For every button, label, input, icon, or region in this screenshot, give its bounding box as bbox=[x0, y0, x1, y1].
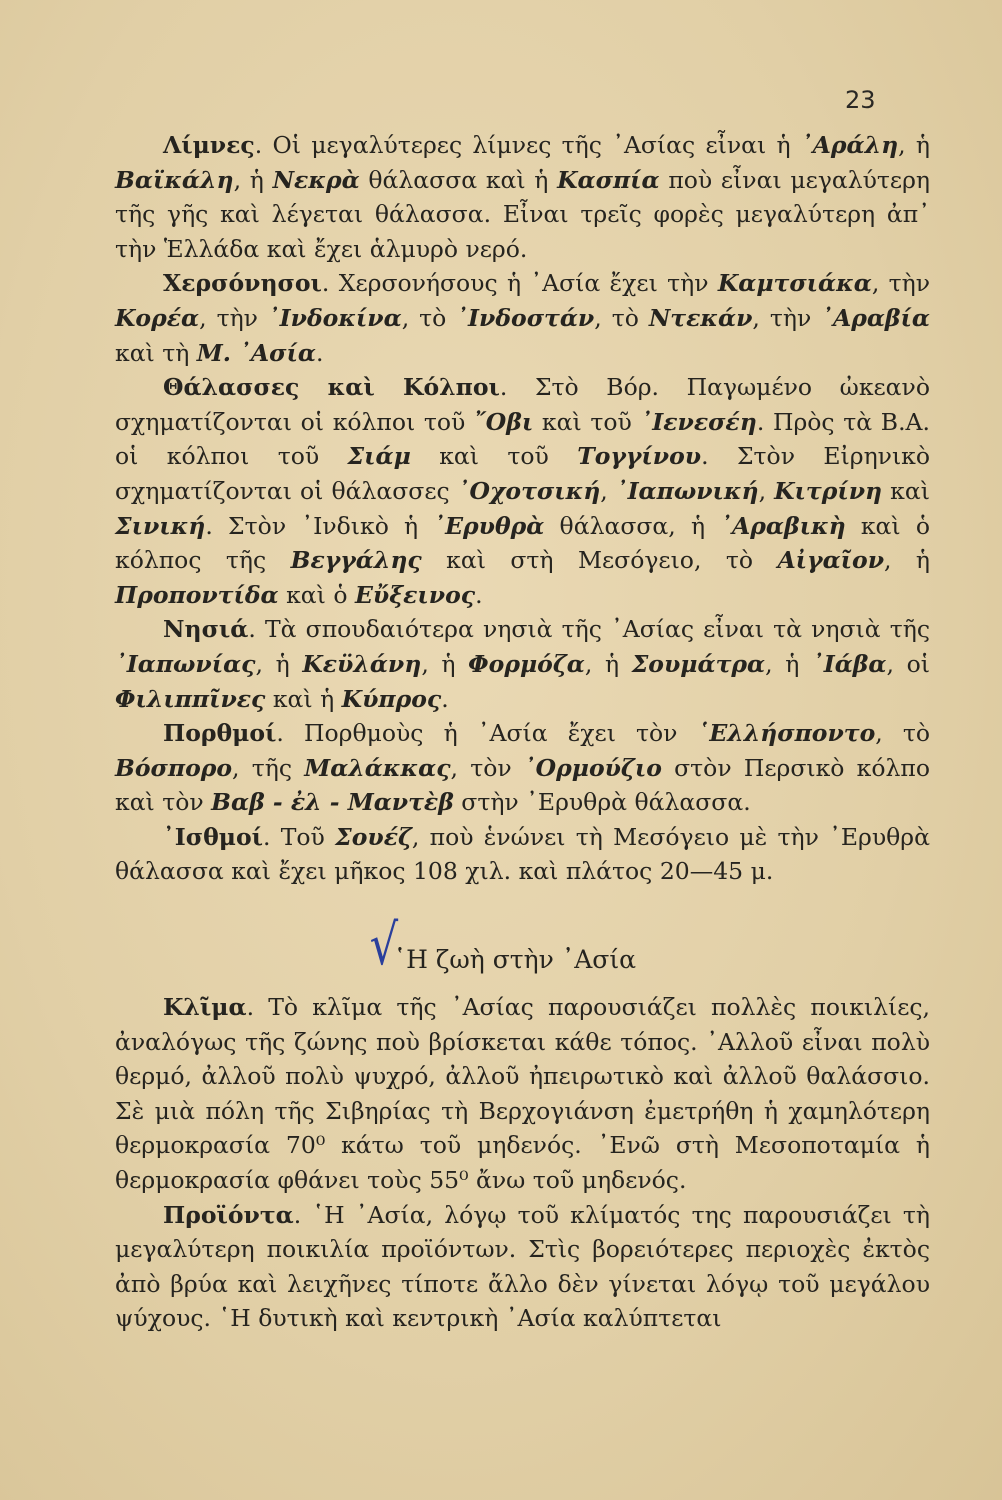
paragraph-text: , τὸ bbox=[875, 719, 930, 748]
paragraph bbox=[115, 266, 930, 370]
place-name: Σουμάτρα bbox=[631, 649, 766, 678]
place-name: Νεκρὰ bbox=[272, 165, 360, 194]
paragraph-text: , ἡ bbox=[421, 649, 469, 678]
place-name: Προποντίδα bbox=[115, 580, 279, 609]
place-name: Βεγγάλης bbox=[290, 546, 422, 575]
paragraph-text: καὶ τοῦ bbox=[410, 442, 578, 471]
paragraph bbox=[115, 1198, 930, 1336]
place-name: ᾿Αραβία bbox=[821, 303, 930, 332]
paragraph-text: στὴν ᾿Ερυθρὰ θάλασσα. bbox=[453, 788, 751, 817]
paragraph-text: , οἱ bbox=[886, 649, 930, 678]
paragraph-text: στὸν Περσικὸ κόλπο καὶ τὸν bbox=[115, 753, 930, 817]
place-name: ᾿Ιαπωνική bbox=[615, 476, 759, 505]
paragraph-text: καὶ τοῦ bbox=[533, 407, 641, 436]
paragraph bbox=[115, 370, 930, 612]
place-name: Κιτρίνη bbox=[774, 476, 883, 505]
paragraph-text: , τὸν bbox=[450, 753, 524, 782]
handwritten-checkmark-icon: √ bbox=[369, 913, 399, 978]
place-name: Ντεκάν bbox=[648, 303, 753, 332]
paragraph-text: , ἡ bbox=[584, 649, 632, 678]
paragraph-text: . Στὸν Εἰρηνικὸ σχηματίζονται οἱ θάλασσες bbox=[115, 442, 930, 505]
paragraph bbox=[115, 128, 930, 266]
paragraph-text: , ἡ bbox=[255, 649, 303, 678]
place-name: Τογγίνου bbox=[577, 442, 702, 471]
body-text-top bbox=[115, 128, 930, 889]
paragraph bbox=[115, 716, 930, 820]
place-name: Εὔξεινος bbox=[354, 580, 476, 609]
place-name: Σιάμ bbox=[347, 442, 411, 471]
paragraph-text: . bbox=[315, 338, 324, 367]
paragraph-text: . Χερσονήσους ἡ ᾿Ασία ἔχει τὴν bbox=[321, 269, 718, 298]
place-name: Σουέζ bbox=[335, 822, 412, 851]
section-title-text: ῾Η ζωὴ στὴν ᾿Ασία bbox=[393, 945, 637, 974]
section-title bbox=[0, 913, 1002, 978]
paragraph-heading: ᾿Ισθμοί bbox=[163, 822, 263, 851]
paragraph bbox=[115, 820, 930, 889]
paragraph-text: . Τοῦ bbox=[263, 822, 336, 851]
paragraph-text: . Στὸ Βόρ. Παγωμένο ὠκεανὸ σχηματίζονται οἱ κόλποι τοῦ bbox=[115, 373, 930, 436]
paragraph bbox=[115, 990, 930, 1198]
paragraph-heading: Νησιά bbox=[163, 615, 249, 644]
paragraph-text: καὶ ὁ bbox=[278, 580, 355, 609]
paragraph-heading: Λίμνες bbox=[163, 131, 255, 159]
paragraph-text: . Πρὸς τὰ Β.Α. οἱ κόλποι τοῦ bbox=[115, 407, 930, 471]
paragraph-text: . bbox=[441, 684, 449, 713]
place-name: Φιλιππῖνες bbox=[115, 684, 266, 713]
paragraph-text: , ἡ bbox=[765, 649, 812, 678]
paragraph-text: . Πορθμοὺς ἡ ᾿Ασία ἔχει τὸν bbox=[276, 719, 698, 748]
page-number: 23 bbox=[845, 86, 876, 114]
place-name: ᾿Ινδοστάν bbox=[456, 303, 595, 332]
paragraph-text: , ἡ bbox=[898, 131, 930, 159]
place-name: ῾Ελλήσποντο bbox=[697, 719, 876, 748]
paragraph-text: καὶ στὴ Μεσόγειο, τὸ bbox=[421, 546, 778, 575]
place-name: ᾿Ορμούζιο bbox=[523, 753, 662, 782]
place-name: Αἰγαῖον bbox=[777, 546, 885, 575]
paragraph-heading: Κλῖμα bbox=[163, 993, 247, 1021]
place-name: Βόσπορο bbox=[115, 753, 233, 782]
paragraph-text: καὶ bbox=[882, 476, 930, 505]
paragraph-text: , ποὺ ἑνώνει τὴ Μεσόγειο μὲ τὴν ᾿Ερυθρὰ θάλασσα καὶ ἔχει μῆκος 108 χιλ. καὶ πλάτος 20—45 μ. bbox=[115, 822, 930, 886]
place-name: ᾿Ιαπωνίας bbox=[115, 649, 256, 678]
paragraph-text: . Στὸν ᾿Ινδικὸ ἡ bbox=[205, 511, 434, 540]
place-name: Φορμόζα bbox=[468, 649, 585, 678]
place-name: Κεϋλάνη bbox=[302, 649, 422, 678]
paragraph-text: θάλασσα, ἡ bbox=[544, 511, 721, 540]
paragraph-text: , τὴν bbox=[199, 303, 268, 332]
place-name: ᾿Αράλη bbox=[800, 131, 899, 159]
place-name: ᾿Αραβικὴ bbox=[720, 511, 846, 540]
paragraph-text: καὶ ἡ bbox=[265, 684, 342, 713]
paragraph-text: θάλασσα καὶ ἡ bbox=[359, 165, 558, 194]
paragraph-text: , τὸ bbox=[594, 303, 649, 332]
place-name: ᾿Οχοτσική bbox=[457, 476, 601, 505]
place-name: Μ. ᾿Ασία bbox=[196, 338, 316, 367]
place-name: ᾿Ερυθρὰ bbox=[433, 511, 545, 540]
paragraph-text: ποὺ εἶναι μεγαλύτερη τῆς γῆς καὶ λέγεται θάλασσα. Εἶναι τρεῖς φορὲς μεγαλύτερη ἀπ᾿ τὴν Ἑλλάδα καὶ ἔχει ἁλμυρὸ νερό. bbox=[115, 165, 930, 263]
paragraph-heading: Προϊόντα bbox=[163, 1200, 294, 1229]
paragraph-text: καὶ τὴ bbox=[115, 338, 197, 367]
paragraph-text: . bbox=[475, 580, 483, 609]
body-text-bottom bbox=[115, 990, 930, 1336]
paragraph-heading: Θάλασσες καὶ Κόλποι bbox=[163, 373, 500, 402]
place-name: ᾿Ιάβα bbox=[811, 649, 887, 678]
paragraph-text: , τὸ bbox=[401, 303, 457, 332]
place-name: Βαϊκάλη bbox=[115, 165, 234, 194]
place-name: Μαλάκκας bbox=[304, 753, 451, 782]
place-name: Καμτσιάκα bbox=[717, 269, 872, 298]
place-name: Σινική bbox=[115, 511, 206, 540]
place-name: Κασπία bbox=[557, 165, 660, 194]
paragraph bbox=[115, 612, 930, 716]
paragraph-text: . Οἱ μεγαλύτερες λίμνες τῆς ᾿Ασίας εἶναι ἡ bbox=[254, 131, 801, 159]
paragraph-text: καὶ ὁ κόλπος τῆς bbox=[115, 511, 931, 575]
paragraph-text: , bbox=[600, 476, 616, 505]
paragraph-text: . Τὸ κλῖμα τῆς ᾿Ασίας παρουσιάζει πολλὲς ποικιλίες, ἀναλόγως τῆς ζώνης ποὺ βρίσκεται κάθε τόπος. ᾿Αλλοῦ εἶναι πολὺ θερμό, ἀλλοῦ πολὺ ψυχρό, ἀλλοῦ ἠπειρωτικὸ καὶ ἀλλοῦ θαλάσσιο. Σὲ μιὰ πόλη τῆς Σιβηρίας τὴ Βερχογιάνση ἐμετρήθη ἡ χαμηλότερη θερμοκρασία 70⁰ κάτω τοῦ μηδενός. ᾿Ενῶ στὴ Μεσοποταμία ἡ θερμοκρασία φθάνει τοὺς 55⁰ ἄνω τοῦ μηδενός. bbox=[115, 993, 930, 1194]
paragraph-heading: Χερσόνησοι bbox=[163, 269, 322, 298]
paragraph-text: , bbox=[758, 476, 775, 505]
paragraph-text: , τῆς bbox=[232, 753, 305, 782]
place-name: ᾿Ιενεσέη bbox=[640, 407, 757, 436]
place-name: Κύπρος bbox=[341, 684, 442, 713]
place-name: ᾿Ινδοκίνα bbox=[267, 303, 402, 332]
place-name: ῎Οβι bbox=[474, 407, 534, 436]
paragraph-text: , ἡ bbox=[233, 165, 273, 194]
place-name: Βαβ - ἐλ - Μαντὲβ bbox=[211, 788, 454, 817]
paragraph-text: . Τὰ σπουδαιότερα νησιὰ τῆς ᾿Ασίας εἶναι τὰ νησιὰ τῆς bbox=[248, 615, 930, 644]
paragraph-text: , τὴν bbox=[871, 269, 930, 298]
paragraph-text: , ἡ bbox=[884, 546, 930, 575]
place-name: Κορέα bbox=[115, 303, 200, 332]
paragraph-text: . ῾Η ᾿Ασία, λόγῳ τοῦ κλίματός της παρουσιάζει τὴ μεγαλύτερη ποικιλία προϊόντων. Στὶς βορειότερες περιοχὲς ἐκτὸς ἀπὸ βρύα καὶ λειχῆνες τίποτε ἄλλο δὲν γίνεται λόγῳ τοῦ μεγάλου ψύχους. ῾Η δυτικὴ καὶ κεντρικὴ ᾿Ασία καλύπτεται bbox=[115, 1200, 930, 1333]
paragraph-heading: Πορθμοί bbox=[163, 719, 277, 748]
paragraph-text: , τὴν bbox=[752, 303, 822, 332]
